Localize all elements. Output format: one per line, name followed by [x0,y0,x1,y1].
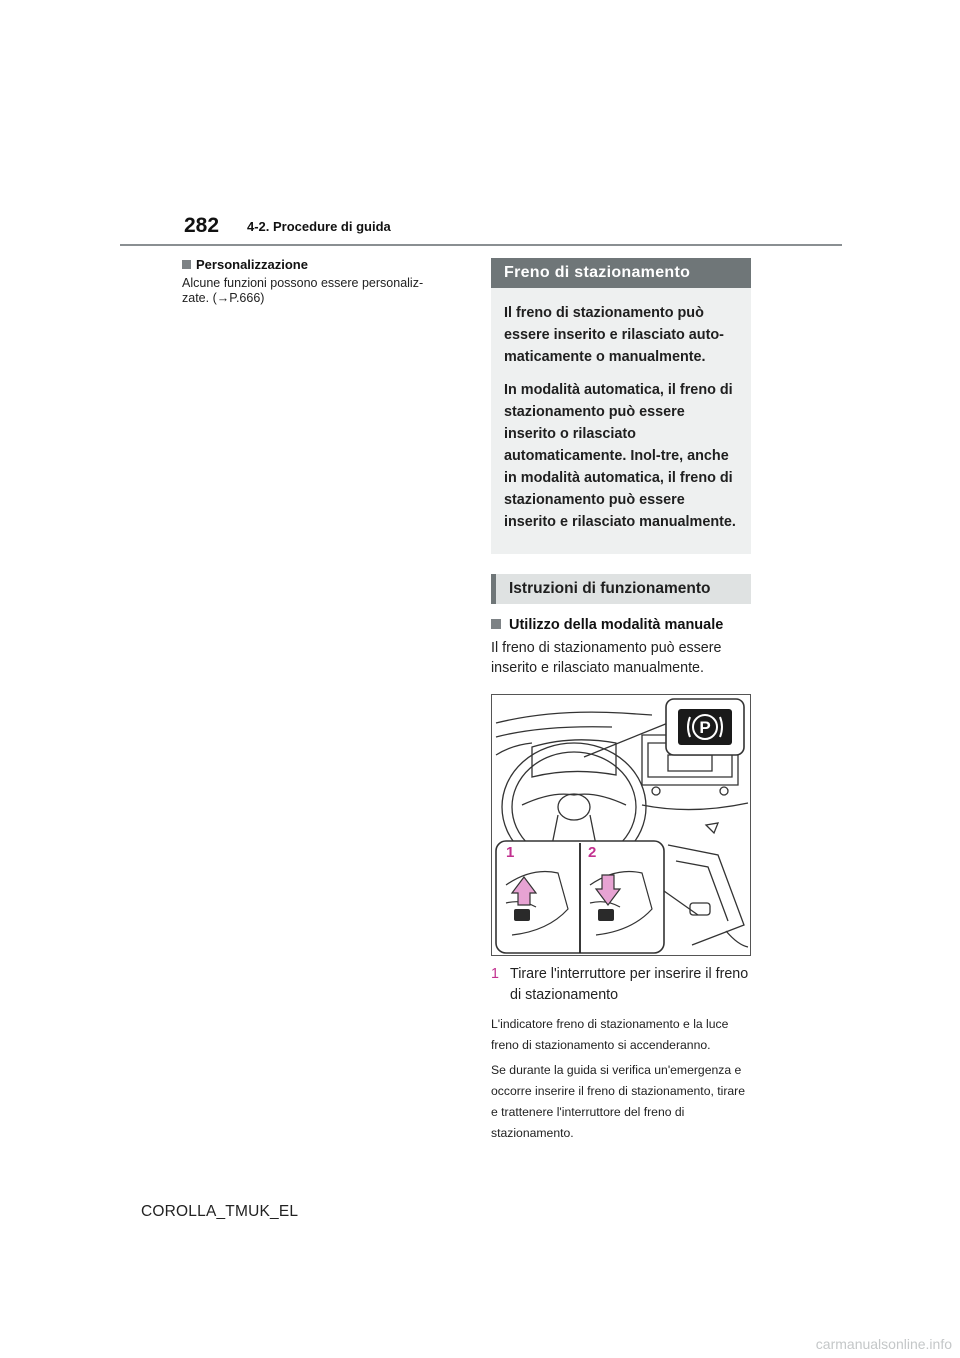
customization-body [182,276,464,306]
figure-label-1: 1 [506,844,515,861]
parking-brake-section-title: Freno di stazionamento [491,258,751,288]
dashboard-line-drawing [492,695,750,955]
watermark: carmanualsonline.info [815,1336,952,1352]
left-column [182,256,464,306]
step-1-notes [491,1014,751,1144]
intro-paragraph-2: In modalità automatica, il freno di stazionamento può essere inserito o rilasciato automaticamente. Inol-tre, anche in modalità automatica, il freno di stazionamento può essere inserito e rilasciato manualmente. [504,382,736,530]
manual-mode-heading-text: Utilizzo della modalità manuale [509,617,724,633]
step-1 [491,964,751,1006]
page-number: 282 [184,214,220,237]
right-column [491,258,751,1148]
customization-heading-text: Personalizzazione [196,257,308,272]
parking-brake-intro-box [491,288,751,554]
intro-paragraph-1: Il freno di stazionamento può essere inserito e rilasciato auto-maticamente o manualmente. [504,305,724,365]
header-divider [120,244,842,246]
operating-instructions-title: Istruzioni di funzionamento [491,574,751,604]
step-1-text: Tirare l'interruttore per inserire il freno di stazionamento [510,966,749,1003]
parking-switch-symbol: P [699,718,711,737]
switch-button-right [598,909,614,921]
step-1-number: 1 [491,966,499,982]
customization-heading [182,256,464,273]
figure-label-2: 2 [588,844,597,861]
switch-button-left [514,909,530,921]
manual-mode-body: Il freno di stazionamento può essere inserito e rilasciato manualmente. [491,640,722,676]
parking-brake-switch-illustration [491,694,751,956]
note-paragraph-1: L'indicatore freno di stazionamento e la luce freno di stazionamento si accenderanno. [491,1017,729,1052]
square-bullet-icon [491,619,501,629]
note-paragraph-2: Se durante la guida si verifica un'emergenza e occorre inserire il freno di stazionamento, tirare e trattenere l'interruttore del freno di stazionamento. [491,1063,746,1140]
square-bullet-icon [182,260,191,269]
customization-body-line1: Alcune funzioni possono essere personaliz- [182,276,424,290]
customization-page-link[interactable]: zate. (→P.666) [182,291,265,305]
manual-mode-heading [491,616,751,634]
section-title: 4-2. Procedure di guida [247,219,391,234]
manual-code: COROLLA_TMUK_EL [141,1203,299,1220]
